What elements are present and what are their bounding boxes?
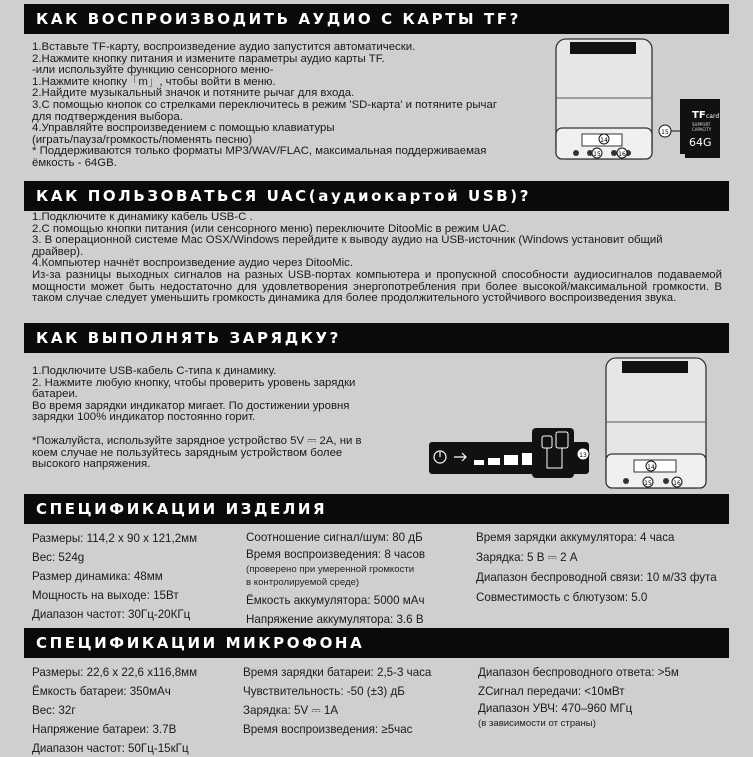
callout-13: 13: [579, 452, 587, 459]
uac-line: драйвер).: [32, 245, 84, 258]
mic-transmit-power: ZСигнал передачи: <10мВт: [478, 685, 625, 698]
spec-frequency: Диапазон частот: 30Гц-20КГц: [32, 608, 191, 621]
mic-wireless-range: Диапазон беспроводного ответа: >5м: [478, 666, 679, 679]
tf-line: 1.Нажмите кнопку「m」, чтобы войти в меню.: [32, 75, 276, 88]
mic-specs-col2: [243, 664, 431, 738]
tf-line: 4.Управляйте воспроизведением с помощью клавиатуры: [32, 122, 335, 135]
callout-16: 16: [618, 151, 626, 158]
mic-specs-col3: [478, 664, 679, 730]
tf-line: 2.Нажмите кнопку питания и измените параметры аудио карты TF.: [32, 52, 385, 65]
spec-dimensions: Размеры: 114,2 x 90 x 121,2мм: [32, 532, 198, 545]
tf-line: 3.С помощью кнопок со стрелками переключитесь в режим 'SD-карта' и потяните рычаг: [32, 98, 497, 111]
mic-uhf-range: Диапазон УВЧ: 470–960 МГц: [478, 702, 633, 715]
card-note1: SUPPORT: [692, 122, 711, 127]
card-sub: card: [706, 113, 720, 120]
spec-snr: Соотношение сигнал/шум: 80 дБ: [246, 531, 423, 544]
tf-line: 1.Вставьте TF-карту, воспроизведение аудио запустится автоматически.: [32, 41, 416, 53]
uac-line: 1.Подключите к динамику кабель USB-C .: [32, 211, 253, 223]
charge-line: 1.Подключите USB-кабель C-типа к динамику.: [32, 365, 277, 377]
charge-instructions: [32, 366, 412, 471]
tf-section-title: КАК ВОСПРОИЗВОДИТЬ АУДИО С КАРТЫ TF?: [24, 4, 729, 34]
mic-uhf-note: (в зависимости от страны): [478, 718, 596, 729]
mic-charge-time: Время зарядки батареи: 2,5-3 часа: [243, 666, 432, 679]
mic-frequency: Диапазон частот: 50Гц-15кГц: [32, 742, 189, 755]
mic-battery-capacity: Ёмкость батареи: 350мАч: [32, 685, 171, 698]
spec-playtime-note: (проверено при умеренной громкости: [246, 564, 415, 575]
card-callout: 15: [661, 129, 669, 136]
mic-specs-col1: [32, 664, 197, 757]
card-note2: CAPACITY: [692, 127, 712, 132]
uac-line: 4.Компьютер начнёт воспроизведение аудио через DitooMic.: [32, 257, 354, 270]
callout-14: 14: [647, 464, 655, 471]
uac-instructions: [32, 212, 722, 305]
mic-weight: Вес: 32г: [32, 704, 76, 717]
spec-output-power: Мощность на выходе: 15Вт: [32, 589, 179, 602]
spec-battery-voltage: Напряжение аккумулятора: 3.6 В: [246, 613, 424, 626]
charge-note: коем случае не пользуйтесь зарядным устройством более: [32, 446, 343, 459]
callout-15: 15: [593, 151, 601, 158]
charge-note: высокого напряжения.: [32, 458, 151, 471]
spec-battery-capacity: Ёмкость аккумулятора: 5000 мАч: [246, 594, 425, 607]
spec-weight: Вес: 524g: [32, 551, 85, 564]
mic-charging: Зарядка: 5V ⎓ 1A: [243, 704, 339, 717]
tf-line: для подтверждения выбора.: [32, 110, 183, 123]
spec-playtime: Время воспроизведения: 8 часов: [246, 548, 426, 561]
card-brand: TF: [692, 110, 706, 121]
product-specs-col3: [476, 529, 717, 606]
spec-driver: Размер динамика: 48мм: [32, 570, 163, 583]
spec-playtime-note: в контролируемой среде): [246, 577, 360, 588]
tf-line: -или используйте функцию сенсорного меню-: [32, 64, 274, 77]
uac-section-title: КАК ПОЛЬЗОВАТЬСЯ UAC(аудиокартой USB)?: [24, 181, 729, 211]
charging-illustration: [426, 356, 716, 492]
speaker-back-illustration: [552, 36, 732, 166]
charge-line: Во время зарядки индикатор мигает. По достижении уровня: [32, 399, 350, 412]
tf-line: * Поддерживаются только форматы MP3/WAV/FLAC, максимальная поддерживаемая: [32, 145, 487, 158]
mic-battery-voltage: Напряжение батареи: 3.7В: [32, 723, 177, 736]
uac-line: 3. В операционной системе Mac OSX/Windows перейдите к выводу аудио на USB-источник (Windows установит общий: [32, 234, 663, 247]
tf-line: ёмкость - 64GB.: [32, 156, 117, 169]
mic-specs-title: СПЕЦИФИКАЦИИ МИКРОФОНА: [24, 628, 729, 658]
uac-line: 2.С помощью кнопки питания (или сенсорного меню) переключите DitooMic в режим UAC.: [32, 222, 510, 235]
callout-14: 14: [600, 137, 608, 144]
product-specs-col2: [246, 529, 425, 628]
tf-line: 2.Найдите музыкальный значок и потяните рычаг для входа.: [32, 87, 355, 100]
mic-playtime: Время воспроизведения: ≥5час: [243, 723, 413, 736]
spec-charge-time: Время зарядки аккумулятора: 4 часа: [476, 531, 675, 544]
tf-line: (играть/пауза/громкость/поменять песню): [32, 133, 253, 146]
uac-paragraph: Из-за разницы выходных сигналов на разных USB-портах компьютера и пропускной способности аудиосигналов подаваемой мощности может быть недостаточно для удовлетворения энергопотребления при более высокой/максимальной громкости. В таком случае следует уменьшить громкость динамика для более продолжительного устойчивого воспроизведения звука.: [32, 268, 722, 305]
tf-instructions: [32, 42, 552, 170]
spec-charging: Зарядка: 5 В ⎓ 2 А: [476, 551, 578, 564]
mic-dimensions: Размеры: 22,6 x 22,6 x116,8мм: [32, 666, 198, 679]
callout-15: 15: [644, 480, 652, 487]
charge-line: батареи.: [32, 388, 78, 401]
callout-16: 16: [673, 480, 681, 487]
mic-sensitivity: Чувствительность: -50 (±3) дБ: [243, 685, 405, 698]
charge-line: зарядки 100% индикатор постоянно горит.: [32, 411, 256, 424]
spec-wireless-range: Диапазон беспроводной связи: 10 м/33 фута: [476, 571, 717, 584]
spec-bluetooth: Совместимость с блютузом: 5.0: [476, 591, 648, 604]
product-specs-title: СПЕЦИФИКАЦИИ ИЗДЕЛИЯ: [24, 494, 729, 524]
charge-section-title: КАК ВЫПОЛНЯТЬ ЗАРЯДКУ?: [24, 323, 729, 353]
charge-line: 2. Нажмите любую кнопку, чтобы проверить уровень зарядки: [32, 376, 356, 389]
product-specs-col1: [32, 530, 197, 623]
charge-note: *Пожалуйста, используйте зарядное устройство 5V ⎓ 2A, ни в: [32, 434, 362, 447]
card-capacity: 64G: [689, 136, 712, 149]
